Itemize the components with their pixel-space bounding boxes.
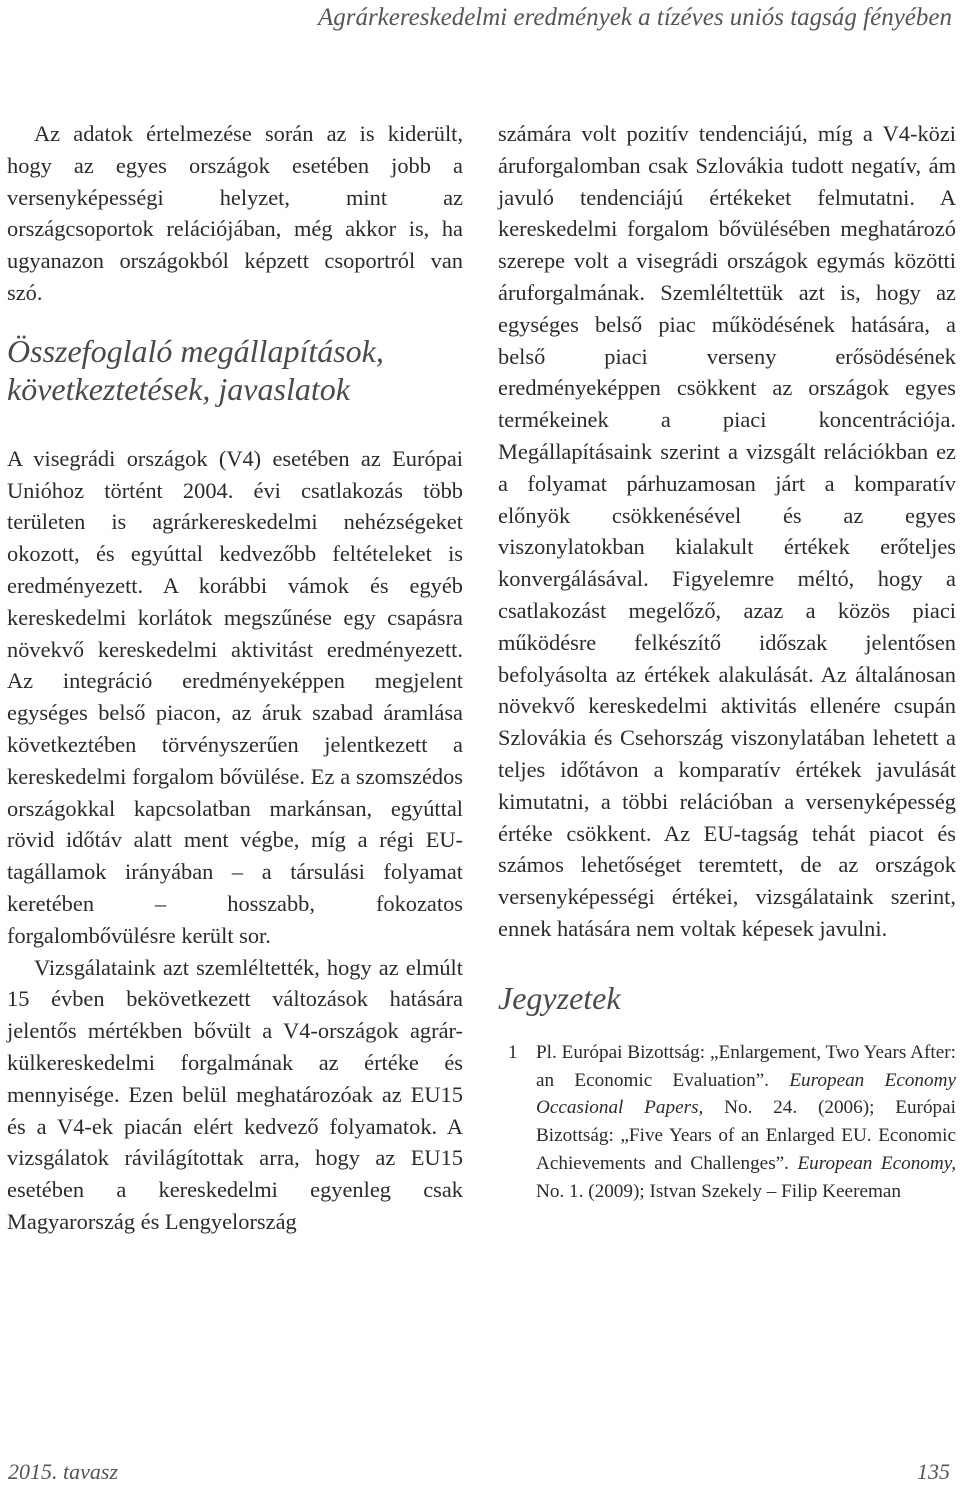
notes-list: [498, 1039, 956, 1206]
paragraph: A visegrádi országok (V4) esetében az Európai Unióhoz történt 2004. évi csatlakozás több területen is agrárkereskedelmi nehézségeket okozott, és egyúttal kedvezőbb feltételeket is eredményezett. A korábbi vámok és egyéb kereskedelmi korlátok megszűnése egy csapásra növekvő kereskedelmi aktivitást eredményezett. Az integráció eredményeképpen megjelent egységes belső piacon, az áruk szabad áramlása következtében törvényszerűen jelentkezett a kereskedelmi forgalom bővülése. Ez a szomszédos országokkal kapcsolatban markánsan, egyúttal rövid időtáv alatt ment végbe, míg a régi EU-tagállamok irányában – a társulási folyamat keretében – hosszabb, fokozatos forgalombővülésre került sor.: [7, 445, 463, 948]
paragraph: Vizsgálataink azt szemléltették, hogy az elmúlt 15 évben bekövetkezett változások hatására jelentős mértékben bővült a V4-országok agrár-külkereskedelmi forgalmának az értéke és mennyisége. Ezen belül meghatározóak az EU15 és a V4-ek piacán elért kedvező folyamatok. A vizsgálatok rávilágítottak arra, hogy az EU15 esetében a kereskedelmi egyenleg csak Magyarország és Lengyelország: [7, 954, 463, 1234]
footer-issue: 2015. tavasz: [8, 1459, 118, 1484]
right-column: [498, 118, 956, 1206]
section-heading: Összefoglaló megállapítások, következtetések, javaslatok: [7, 332, 384, 407]
note-item: [498, 1039, 956, 1206]
paragraph: Az adatok értelmezése során az is kiderült, hogy az egyes országok esetében jobb a versenyképességi helyzet, mint az országcsoportok relációjában, még akkor is, ha ugyanazon országokból képzett csoportról van szó.: [7, 121, 463, 305]
note-number: 1: [508, 1041, 518, 1063]
page-number: 135: [917, 1459, 950, 1484]
note-text: Pl. Európai Bizottság: „Enlargement, Two Years After: an Economic Evaluation”. European Economy Occasional Papers, No. 24. (2006); Európai Bizottság: „Five Years of an Enlarged EU. Economic Achievements and Challenges”. European Economy, No. 1. (2009); Istvan Szekely – Filip Keereman: [536, 1041, 956, 1202]
notes-heading: Jegyzetek: [498, 979, 621, 1016]
running-head: Agrárkereskedelmi eredmények a tízéves uniós tagság fényében: [317, 4, 952, 31]
paragraph: számára volt pozitív tendenciájú, míg a V4-közi áruforgalomban csak Szlovákia tudott negatív, ám javuló tendenciájú értékeket felmutatni. A kereskedelmi forgalom bővülésében meghatározó szerepe volt a visegrádi országok egymás közötti áruforgalmának. Szemléltettük azt is, hogy az egységes belső piac működésének hatására, a belső piaci verseny erősödésének eredményeképpen csökkent az országok egyes termékeinek a piaci koncentrációja. Megállapításaink szerint a vizsgált relációkban ez a folyamat párhuzamosan járt a komparatív előnyök csökkenésével és az egyes viszonylatokban kialakult értékek erőteljes konvergálásával. Figyelemre méltó, hogy a csatlakozást megelőző, azaz a közös piaci működésre felkészítő időszak jelentősen befolyásolta az értékek alakulását. Az általánosan növekvő kereskedelmi aktivitás ellenére csupán Szlovákia és Csehország viszonylatában lehetett a teljes időtávon a komparatív értékek javulását kimutatni, a többi relációban a versenyképesség értéke csökkent. Az EU-tagság tehát piacot és számos lehetőséget teremtett, de az országok versenyképességi értékei, vizsgálataink szerint, ennek hatására nem voltak képesek javulni.: [498, 121, 956, 941]
left-column: [7, 118, 463, 1238]
